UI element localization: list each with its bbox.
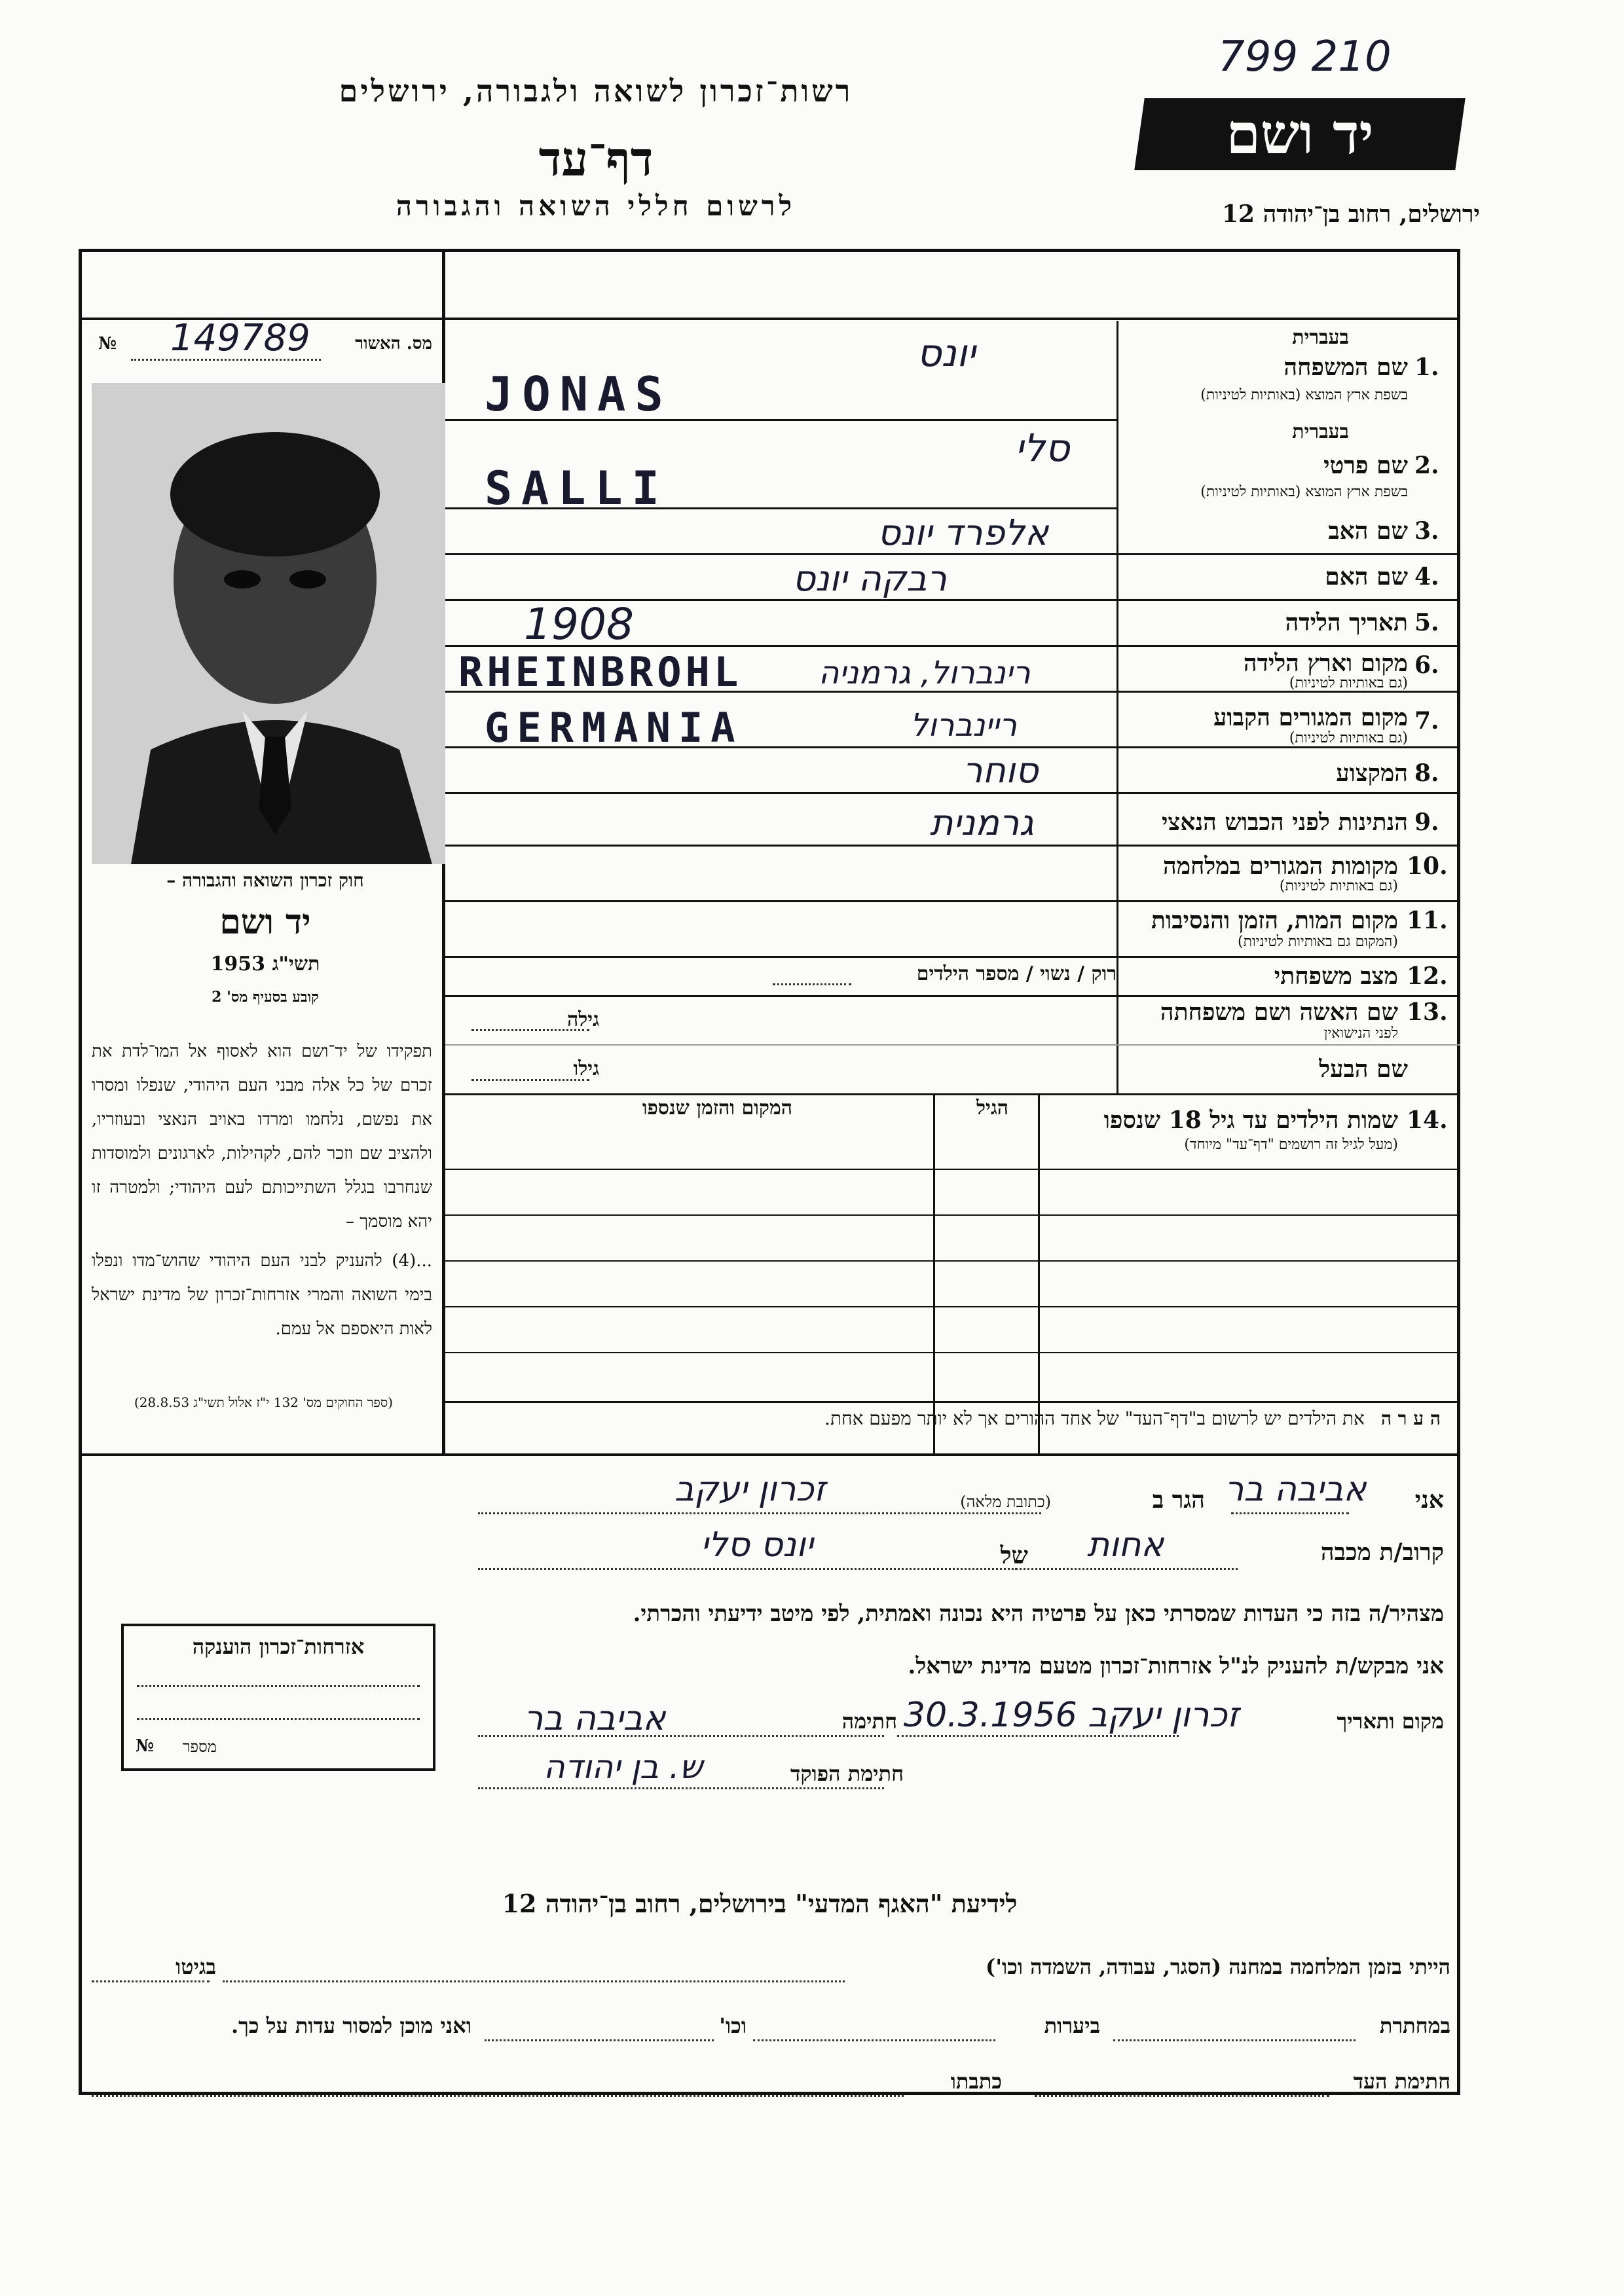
field-1-label: שם המשפחה bbox=[1283, 354, 1408, 381]
field-2-num: 2. bbox=[1414, 452, 1439, 479]
citizenship-box bbox=[121, 1624, 435, 1771]
of-value[interactable]: יונס סלי bbox=[701, 1525, 813, 1565]
bottom-line1-a: הייתי בזמן המלחמה במחנה (הסגר, עבודה, השמדה וכו') bbox=[986, 1954, 1450, 1979]
bottom-line2-c: וכו' bbox=[719, 2013, 747, 2038]
bottom-line2-b: ביערות bbox=[1044, 2013, 1100, 2038]
registry-number-row bbox=[92, 317, 432, 367]
field-11-note: (המקום גם באותיות לטיניות) bbox=[1238, 934, 1398, 950]
law-year: תשי"ג 1953 bbox=[210, 953, 320, 975]
field-1-latin[interactable]: JONAS bbox=[485, 367, 673, 422]
signature-label: חתימה bbox=[841, 1709, 897, 1734]
law-text-1: תפקידו של יד־ושם הוא לאסוף אל המו־לדת את זכרם של כל אלה מבני העם היהודי, שנפלו ומסרו את נפשם, נלחמו ומרדו באויב הנאצי ובעוזריו, ולהציב שם וזכר להם, לקהילות, לארגונים ולמוסדות שנחרבו בגלל השתייכותם לעם היהודי; ולמטרה זו יהא מוסמך – bbox=[92, 1042, 432, 1231]
field-2-label: שם פרטי bbox=[1323, 452, 1408, 479]
citizenship-title: אזרחות־זכרון הוענקה bbox=[192, 1634, 365, 1659]
yad-vashem-logo bbox=[1134, 98, 1465, 170]
field-1-note: בשפת ארץ המוצא (באותיות לטיניות) bbox=[1200, 387, 1408, 403]
field-4-num: 4. bbox=[1414, 563, 1439, 591]
field-4-value[interactable]: רבקה יונס bbox=[792, 558, 947, 599]
remark-row bbox=[458, 1408, 1441, 1447]
field-3-value[interactable]: אלפרד יונס bbox=[877, 512, 1049, 553]
field-3-label: שם האב bbox=[1328, 517, 1408, 545]
field-1-lang: בעברית bbox=[1292, 326, 1349, 349]
field-1-hebrew[interactable]: יונס bbox=[917, 331, 976, 375]
field-1-num: 1. bbox=[1414, 354, 1439, 381]
field-8-label: המקצוע bbox=[1336, 759, 1408, 787]
form-subtitle: לרשום חללי השואה והגבורה bbox=[396, 190, 796, 222]
field-5-value[interactable]: 1908 bbox=[524, 599, 634, 649]
registry-value: 149789 bbox=[170, 317, 310, 359]
registry-no-mark: № bbox=[98, 334, 117, 354]
citizenship-number-label: מספר bbox=[182, 1738, 217, 1756]
field-9-num: 9. bbox=[1414, 809, 1439, 836]
field-12-num: 12. bbox=[1407, 962, 1448, 990]
relation-value[interactable]: אחות bbox=[1087, 1525, 1164, 1565]
logo-text: יד ושם bbox=[1226, 101, 1374, 166]
field-7-latin[interactable]: GERMANIA bbox=[485, 704, 743, 752]
bottom-line3-a: חתימת העד bbox=[1353, 2069, 1450, 2094]
remark-text: את הילדים יש לרשום ב"דף־העד" של אחד ההורים אך לא יותר מפעם אחת. bbox=[824, 1408, 1365, 1429]
form-title: דף־עד bbox=[538, 131, 654, 187]
portrait-image bbox=[92, 383, 445, 864]
bottom-line1-b: בגיטו bbox=[175, 1954, 216, 1979]
field-9-label: הנתינות לפני הכבוש הנאצי bbox=[1161, 809, 1408, 836]
address: ירושלים, רחוב בן־יהודה 12 bbox=[1221, 200, 1480, 228]
field-10-num: 10. bbox=[1407, 852, 1448, 880]
field-5-label: תאריך הלידה bbox=[1285, 609, 1408, 636]
field-2-latin[interactable]: SALLI bbox=[485, 462, 669, 515]
field-10-label: מקומות המגורים במלחמה bbox=[1163, 852, 1398, 880]
field-2-lang: בעברית bbox=[1292, 420, 1349, 443]
portrait-photo bbox=[92, 383, 445, 864]
field-13-note: לפני הנישואין bbox=[1323, 1025, 1398, 1042]
authority-title: רשות־זכרון לשואה ולגבורה, ירושלים bbox=[339, 73, 853, 109]
law-text-2: ...(4) להעניק לבני העם היהודי שהוש־מדו ונפלו בימי השואה והמרי אזרחות־זכרון של מדינת ישראל לאות היאספם אל עמם. bbox=[92, 1251, 432, 1339]
field-7-label: מקום המגורים הקבוע bbox=[1213, 704, 1408, 731]
signature-value[interactable]: אביבה בר bbox=[524, 1699, 666, 1738]
address-value[interactable]: זכרון יעקב bbox=[674, 1470, 826, 1509]
children-col-place: המקום והזמן שנספו bbox=[642, 1097, 792, 1120]
field-2-hebrew[interactable]: סלי bbox=[1015, 426, 1070, 470]
citizenship-no-mark: № bbox=[136, 1736, 155, 1756]
bottom-line3-b: כתבתו bbox=[950, 2069, 1002, 2094]
declaration-i-label: אני bbox=[1414, 1486, 1444, 1514]
field-9-value[interactable]: גרמנית bbox=[930, 802, 1034, 843]
field-10-note: (גם באותיות לטיניות) bbox=[1279, 878, 1398, 894]
field-6-label: מקום וארץ הלידה bbox=[1243, 649, 1408, 677]
statement-1: מצהיר/ה בזה כי העדות שמסרתי כאן על פרטיה היא נכונה ואמתית, לפי מיטב ידיעתי והכרתי. bbox=[633, 1601, 1444, 1627]
field-6-value[interactable]: רינברול, גרמניה bbox=[819, 655, 1031, 691]
field-12-label: מצב משפחתי bbox=[1274, 962, 1398, 990]
field-8-num: 8. bbox=[1414, 759, 1439, 787]
declarant-name[interactable]: אביבה בר bbox=[1225, 1470, 1367, 1509]
wife-age-label: גילה bbox=[566, 1008, 599, 1031]
archive-number: 799 210 bbox=[1218, 33, 1392, 81]
field-2-note: בשפת ארץ המוצא (באותיות לטיניות) bbox=[1200, 484, 1408, 500]
husband-age-label: גילו bbox=[573, 1057, 599, 1080]
bottom-line2-d: ואני מוכן למסור עדות על כך. bbox=[231, 2013, 471, 2038]
bottom-line2-a: במחתרת bbox=[1379, 2013, 1450, 2038]
field-3-num: 3. bbox=[1414, 517, 1439, 545]
field-7-value[interactable]: ריינברול bbox=[910, 707, 1017, 744]
children-col-age: הגיל bbox=[976, 1097, 1008, 1120]
statement-2: אני מבקש/ת להעניק לנ"ל אזרחות־זכרון מטעם מדינת ישראל. bbox=[908, 1653, 1444, 1679]
field-11-num: 11. bbox=[1407, 907, 1448, 934]
address-note: (כתובת מלאה) bbox=[960, 1493, 1051, 1511]
field-5-num: 5. bbox=[1414, 609, 1439, 636]
field-4-label: שם האם bbox=[1325, 563, 1408, 591]
field-7-note: (גם באותיות לטיניות) bbox=[1289, 730, 1408, 746]
law-title: חוק זכרון השואה והגבורה – bbox=[166, 869, 364, 891]
officer-value[interactable]: ש. בן יהודה bbox=[544, 1748, 703, 1786]
field-6-note: (גם באותיות לטיניות) bbox=[1289, 675, 1408, 691]
remark-title: ה ע ר ה bbox=[1380, 1408, 1441, 1429]
of-label: של bbox=[1000, 1542, 1028, 1569]
field-6-latin[interactable]: RHEINBROHL bbox=[458, 648, 743, 696]
husband-label: שם הבעל bbox=[1319, 1055, 1408, 1083]
field-13-label: שם האשה ושם משפחתה bbox=[1160, 998, 1398, 1026]
place-date-label: מקום ותאריך bbox=[1337, 1709, 1444, 1734]
field-12-options: רוק / נשוי / מספר הילדים bbox=[916, 962, 1116, 985]
children-num: 14. bbox=[1407, 1106, 1448, 1134]
officer-label: חתימת הפוקד bbox=[790, 1761, 904, 1786]
law-ref: (ספר החוקים מס' 132 י"ז אלול תשי"ג 28.8.53) bbox=[134, 1394, 394, 1410]
registry-label: מס. האשור bbox=[355, 334, 432, 354]
law-clause: קובע בסעיף מס' 2 bbox=[212, 989, 319, 1006]
place-date-value[interactable]: זכרון יעקב 30.3.1956 bbox=[904, 1696, 1240, 1735]
field-8-value[interactable]: סוחר bbox=[963, 750, 1039, 791]
children-label: שמות הילדים עד גיל 18 שנספו bbox=[1103, 1106, 1398, 1134]
field-13-num: 13. bbox=[1407, 998, 1448, 1026]
resident-label: הגר ב bbox=[1152, 1486, 1205, 1514]
field-6-num: 6. bbox=[1414, 651, 1439, 679]
relative-label: קרוב/ת מכבה bbox=[1320, 1539, 1444, 1566]
field-7-num: 7. bbox=[1414, 707, 1439, 735]
bottom-title: לידיעת "האגף המדעי" בירושלים, רחוב בן־יהודה 12 bbox=[502, 1889, 1018, 1918]
children-note: (מעל לגיל זה רושמים "דף־עד" מיוחד) bbox=[1184, 1137, 1398, 1153]
law-name: יד ושם bbox=[219, 902, 311, 942]
field-11-label: מקום המות, הזמן והנסיבות bbox=[1151, 907, 1398, 934]
